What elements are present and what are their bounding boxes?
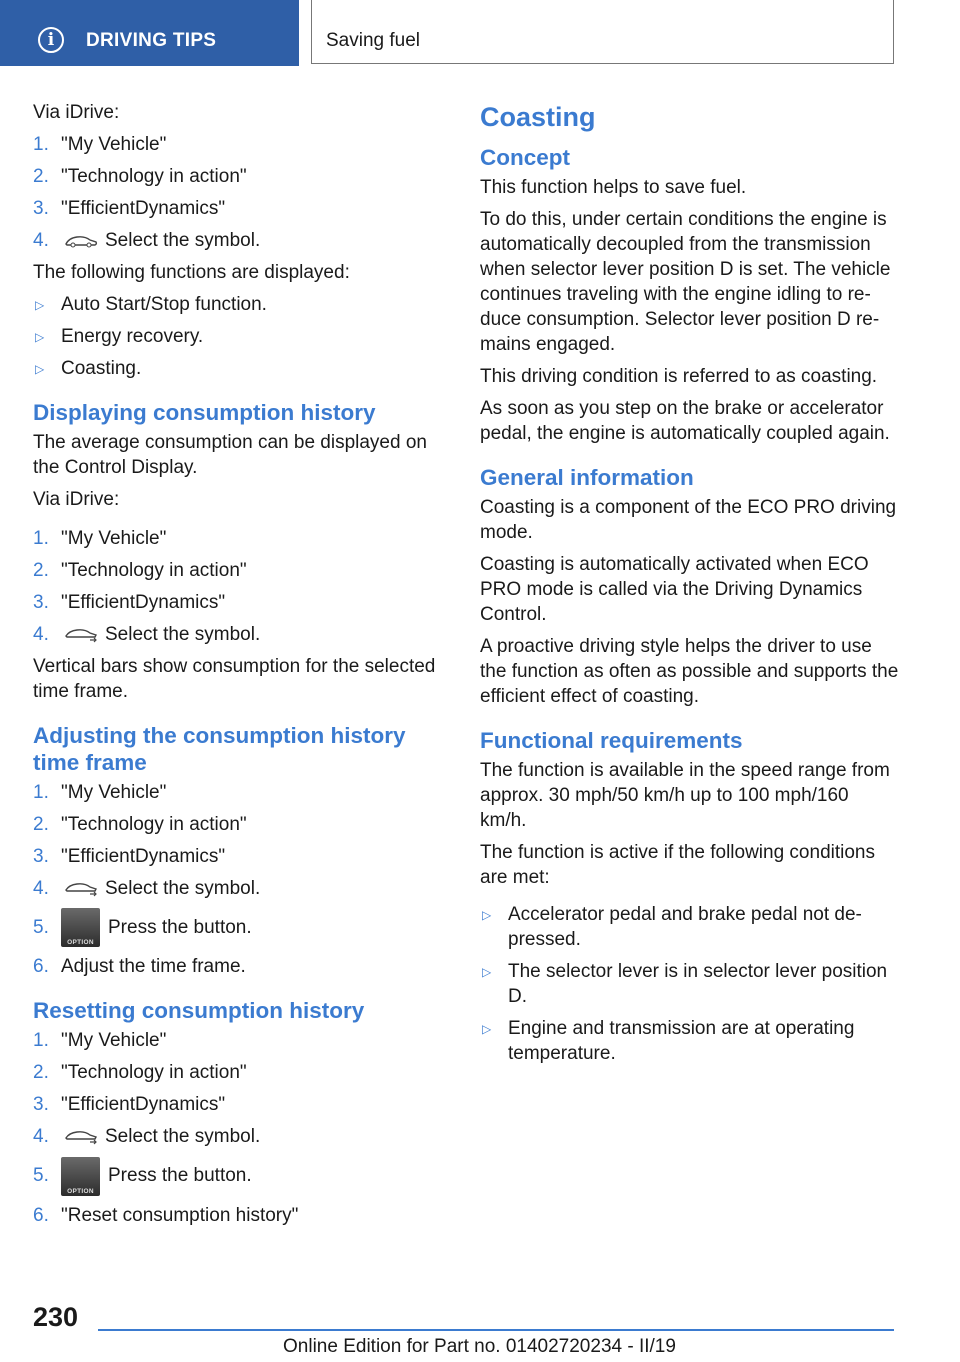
list-item: ▷ Auto Start/Stop function. xyxy=(35,294,267,315)
functions-list xyxy=(33,292,443,381)
option-button-icon: OPTION xyxy=(61,908,100,947)
list-item: 3. "EfficientDynamics" xyxy=(33,1094,226,1116)
list-item: 3. "EfficientDynamics" xyxy=(33,592,226,613)
paragraph: A proactive driving style helps the driver to use the function as often as possible and supports the efficient effect of coasting. xyxy=(480,636,899,707)
list-item: 2. "Technology in action" xyxy=(33,1062,247,1084)
section-label: DRIVING TIPS xyxy=(86,30,217,51)
consumption-history-icon xyxy=(63,881,99,897)
via-idrive: Via iDrive: xyxy=(33,489,120,510)
list-item: 1. "My Vehicle" xyxy=(33,1030,167,1052)
paragraph: This driving condition is referred to as coasting. xyxy=(480,366,878,387)
list-item: ▷ Engine and transmission are at operating temperature. xyxy=(482,1018,855,1064)
history-text: The average consumption can be displayed on the Control Display. xyxy=(33,432,427,478)
efficient-dynamics-car-icon xyxy=(63,233,99,249)
list-item: 4. Select the symbol. xyxy=(33,878,261,899)
via-idrive: Via iDrive: xyxy=(33,102,120,123)
heading-concept: Concept xyxy=(480,145,570,170)
list-item: 6. Adjust the time frame. xyxy=(33,956,246,978)
list-item: 4. Select the symbol. xyxy=(33,230,261,251)
consumption-history-icon xyxy=(63,1129,99,1145)
list-item: 5. OPTION Press the button. xyxy=(33,908,443,947)
list-item: 1. "My Vehicle" xyxy=(33,528,167,549)
page-number: 230 xyxy=(33,1302,79,1332)
list-item: ▷ Energy recovery. xyxy=(35,326,204,347)
info-icon: i xyxy=(38,27,64,53)
list-item: 5. OPTION Press the button. xyxy=(33,1156,443,1195)
steps-list-1 xyxy=(33,132,443,253)
steps-list-4 xyxy=(33,1028,443,1227)
list-item: 6. "Reset consumption history" xyxy=(33,1204,299,1226)
consumption-history-icon xyxy=(63,627,99,643)
heading-functional-requirements: Functional requirements xyxy=(480,728,743,753)
list-item: ▷ The selector lever is in selector lever position D. xyxy=(482,961,888,1007)
edition-note: Online Edition for Part no. 01402720234 - II/19 xyxy=(283,1336,676,1357)
list-item: 3. "EfficientDynamics" xyxy=(33,846,226,867)
steps-list-3 xyxy=(33,780,443,979)
bars-text: Vertical bars show consumption for the selected time frame. xyxy=(33,656,436,702)
heading-coasting: Coasting xyxy=(480,102,596,132)
paragraph: To do this, under certain conditions the engine is automatically decoupled from the transmission when selector lever position D is set. The vehicle continues traveling with the engine idling to reduce consumption. Selector lever position D remains engaged. xyxy=(480,209,891,355)
list-item: 3. "EfficientDynamics" xyxy=(33,198,226,219)
paragraph: Coasting is automatically activated when ECO PRO mode is called via the Driving Dynamics Control. xyxy=(480,554,869,625)
list-item: 1. "My Vehicle" xyxy=(33,134,167,155)
list-item: ▷ Coasting. xyxy=(35,358,142,379)
paragraph: The function is active if the following conditions are met: xyxy=(480,842,875,888)
right-column xyxy=(480,100,900,1073)
section-tab xyxy=(0,0,299,66)
option-button-icon: OPTION xyxy=(61,1157,100,1196)
list-item: 4. Select the symbol. xyxy=(33,1126,261,1148)
paragraph: Coasting is a component of the ECO PRO driving mode. xyxy=(480,497,897,543)
page-header xyxy=(311,0,894,64)
list-item: 2. "Technology in action" xyxy=(33,814,247,835)
footer-divider xyxy=(98,1329,894,1331)
conditions-list xyxy=(480,902,900,1066)
paragraph: The function is available in the speed range from approx. 30 mph/50 km/h up to 100 mph/160 km/h. xyxy=(480,760,890,831)
page-title: Saving fuel xyxy=(326,30,421,51)
heading-reset-history: Resetting consumption history xyxy=(33,998,365,1024)
functions-intro: The following functions are displayed: xyxy=(33,262,350,283)
list-item: 2. "Technology in action" xyxy=(33,560,247,581)
left-column xyxy=(33,100,443,1235)
heading-adjust-time-frame: Adjusting the consumption history time frame xyxy=(33,723,406,775)
paragraph: This function helps to save fuel. xyxy=(480,177,747,198)
heading-general-information: General information xyxy=(480,465,694,490)
heading-displaying-history: Displaying consumption history xyxy=(33,400,376,425)
list-item: ▷ Accelerator pedal and brake pedal not depressed. xyxy=(482,904,862,950)
paragraph: As soon as you step on the brake or accelerator pedal, the engine is automatically coupled again. xyxy=(480,398,890,444)
list-item: 4. Select the symbol. xyxy=(33,624,261,645)
list-item: 2. "Technology in action" xyxy=(33,166,247,187)
steps-list-2 xyxy=(33,526,443,647)
list-item: 1. "My Vehicle" xyxy=(33,782,167,803)
